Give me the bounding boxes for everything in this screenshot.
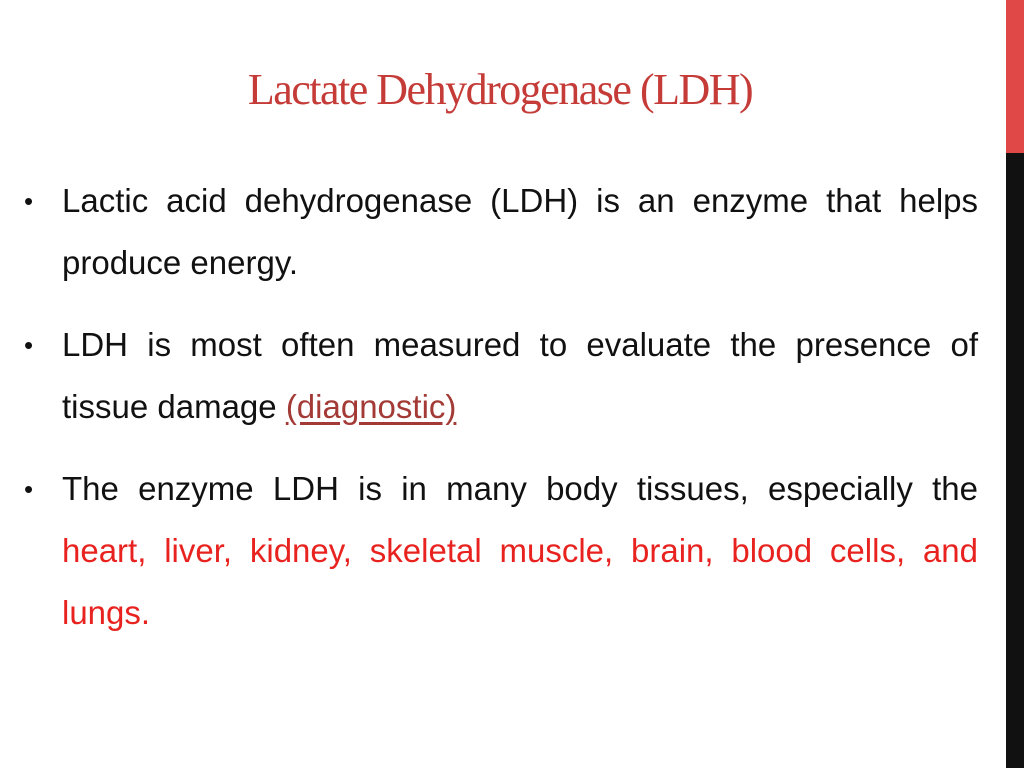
diagnostic-link[interactable]: (diagnostic) xyxy=(285,388,457,425)
bullet-text: The enzyme LDH is in many body tissues, especially the xyxy=(62,470,978,507)
bullet-item xyxy=(22,170,978,294)
bullet-text: Lactic acid dehydrogenase (LDH) is an enzyme that helps produce energy. xyxy=(62,182,978,281)
accent-bar-bottom xyxy=(1006,153,1024,768)
bullet-icon: • xyxy=(24,186,34,216)
accent-bar-top xyxy=(1006,0,1024,153)
bullet-item xyxy=(22,458,978,644)
bullet-icon: • xyxy=(24,330,34,360)
bullet-list xyxy=(22,170,978,664)
slide-title: Lactate Dehydrogenase (LDH) xyxy=(247,65,753,114)
bullet-text: LDH is most often measured to evaluate the presence of tissue damage xyxy=(62,326,978,425)
organ-list-highlight: heart, liver, kidney, skeletal muscle, brain, blood cells, and lungs. xyxy=(62,532,978,631)
bullet-item xyxy=(22,314,978,438)
bullet-icon: • xyxy=(24,474,34,504)
